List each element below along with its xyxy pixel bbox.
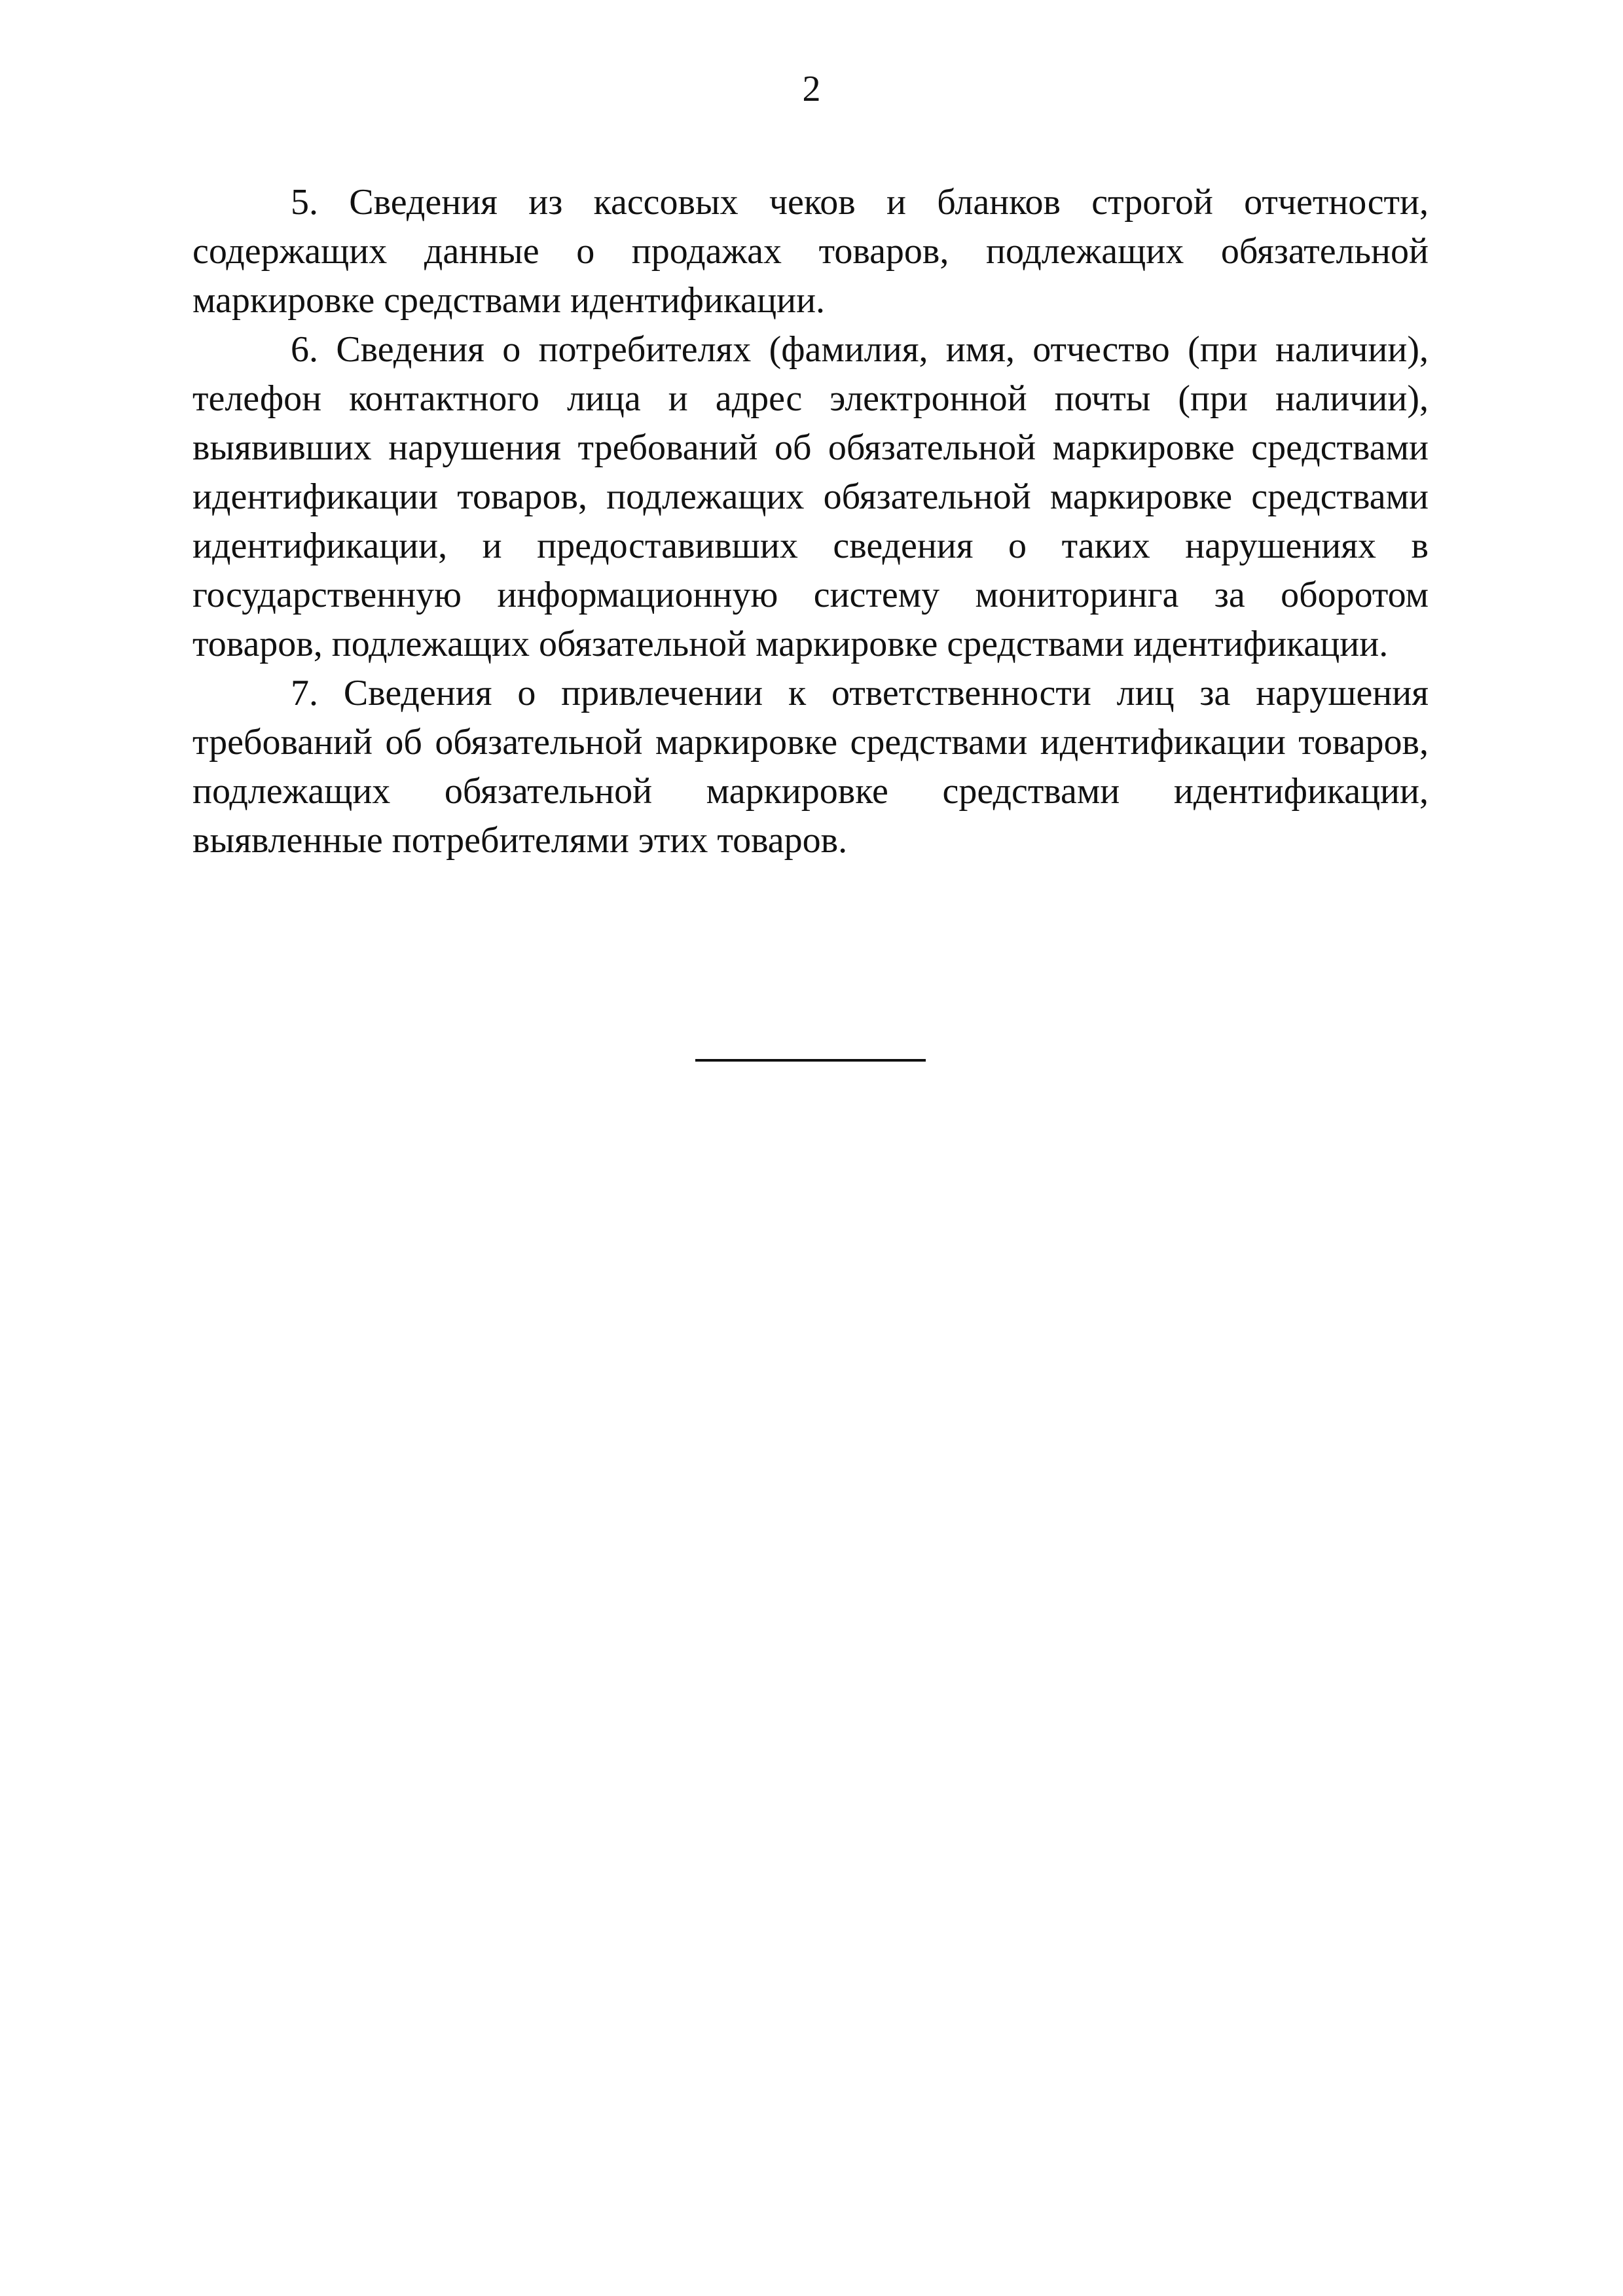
- paragraph-item-5: 5. Сведения из кассовых чеков и бланков строгой отчетности, содержащих данные о продажах товаров, подлежащих обязательной маркировке средствами идентификации.: [192, 182, 1429, 321]
- paragraph-item-7: 7. Сведения о привлечении к ответственности лиц за нарушения требований об обязательной маркировке средствами идентификации товаров, подлежащих обязательной маркировке средствами идентификации, выявленные потребителями этих товаров.: [192, 673, 1429, 861]
- document-body: [192, 178, 1429, 865]
- page-number: 2: [802, 69, 821, 109]
- closing-divider: [695, 1059, 926, 1062]
- paragraph-item-6: 6. Сведения о потребителях (фамилия, имя, отчество (при наличии), телефон контактного лица и адрес электронной почты (при наличии), выявивших нарушения требований об обязательной маркировке средствами идентификации товаров, подлежащих обязательной маркировке средствами идентификации, и предоставивших сведения о таких нарушениях в государственную информационную систему мониторинга за оборотом товаров, подлежащих обязательной маркировке средствами идентификации.: [192, 329, 1429, 664]
